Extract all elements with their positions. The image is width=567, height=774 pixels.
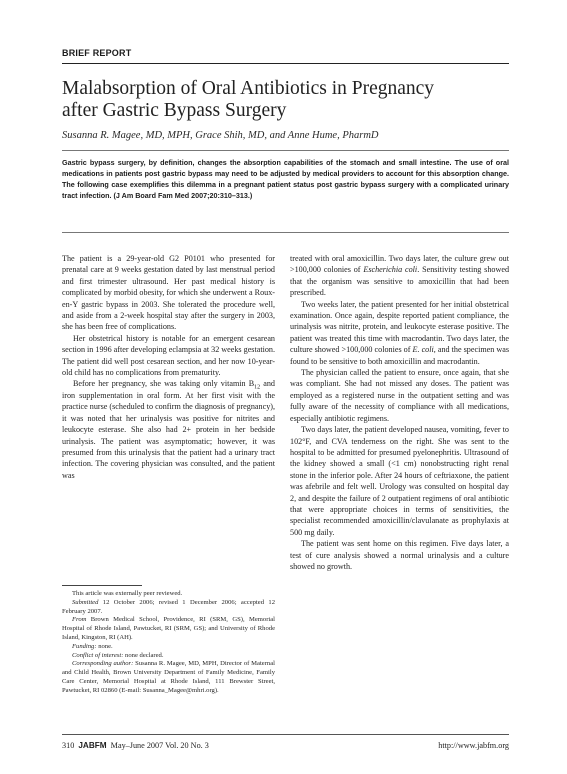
footnote-review: This article was externally peer reviewed.: [72, 590, 183, 597]
footnote-corresponding: [62, 660, 275, 695]
paragraph: Two days later, the patient developed nausea, vomiting, fever to 102°F, and CVA tenderness on the right. She was sent to the hospital to be admitted for presumed pyelonephritis. Ultrasound of the kidney showed a small (<1 cm) nonobstructing right renal stone in the inferior pole. After 24 hours of ceftriaxone, the patient was afebrile and felt well. Urology was consulted on hospital day 2, and despite the failure of 2 outpatient regimens of oral antibiotic that were appropriate choices in terms of sensitivities, the specialist recommended amoxicillin/clavulanate as prophylaxis at 500 mg daily.: [290, 425, 509, 537]
paragraph: The patient was sent home on this regimen. Five days later, a test of cure analysis showed a normal urinalysis and a culture showed no growth.: [290, 539, 509, 571]
paragraph: Her obstetrical history is notable for an emergent cesarean section in 1996 after developing eclampsia at 32 weeks gestation. The patient did well post cesarean section, and her now 10-year-old child has no complications from prematurity.: [62, 333, 275, 378]
paragraph: [62, 378, 275, 481]
text-run: , and the specimen was found to be sensitive to both amoxicillin and macrodantin.: [290, 345, 510, 366]
journal-url[interactable]: http://www.jabfm.org: [438, 741, 509, 750]
text-run: treated with oral amoxicillin. Two days later, the culture grew out >100,000 colonies of: [290, 254, 509, 275]
footnote-label: Conflict of interest:: [72, 651, 124, 659]
page-number: 310: [62, 741, 75, 750]
paragraph: [290, 299, 509, 367]
right-column: [290, 253, 509, 572]
footnote-rule: [62, 585, 142, 586]
organism-name: E. coli: [412, 345, 434, 355]
footnote-text: none declared.: [123, 651, 164, 659]
footnote-label: Submitted: [72, 598, 99, 606]
footnote-conflict: [62, 652, 275, 661]
footnote-text: Brown Medical School, Providence, RI (SRM, GS), Memorial Hospital of Rhode Island, Pawtucket, RI (SRM, GS); and University of Rhode Island, Kingston, RI (AH).: [62, 616, 275, 641]
footnote-affiliations: [62, 616, 275, 642]
footnote-label: From: [72, 616, 87, 624]
footer-rule: [62, 734, 509, 735]
footnote-text: 12 October 2006; revised 1 December 2006; accepted 12 February 2007.: [62, 598, 275, 615]
title-line-2: after Gastric Bypass Surgery: [62, 100, 287, 121]
author-list: Susanna R. Magee, MD, MPH, Grace Shih, MD, and Anne Hume, PharmD: [62, 130, 379, 141]
title-line-1: Malabsorption of Oral Antibiotics in Pregnancy: [62, 78, 435, 99]
footnote-label: Funding:: [72, 642, 97, 650]
footnote-text: none.: [96, 642, 113, 650]
footnote-label: Corresponding author:: [72, 660, 134, 668]
footnote-funding: [62, 643, 275, 652]
text-run: Before her pregnancy, she was taking only vitamin B: [73, 379, 255, 389]
title-rule: [62, 150, 509, 151]
left-column: [62, 253, 275, 481]
subscript: 12: [254, 385, 261, 392]
footer-citation: [62, 741, 209, 750]
text-run: and iron supplementation in oral form. At her first visit with the practice nurse (scheduled to confirm the diagnosis of pregnancy), it was noted that her urinalysis was positive for nitrites and leukocyte esterase. She also had 2+ protein in her bedside urinalysis. The patient was asymptomatic; however, it was presumed from this urinalysis that the patient had a urinary tract infection. The covering physician was consulted, and the patient was: [62, 379, 275, 480]
abstract: Gastric bypass surgery, by definition, changes the absorption capabilities of the stomach and small intestine. The use of oral medications in patients post gastric bypass may need to be adjusted by medical providers to account for this absorption change. The following case exemplifies this dilemma in a pregnant patient status post gastric bypass surgery with a complicated urinary tract infection. (J Am Board Fam Med 2007;20:310–313.): [62, 158, 509, 200]
organism-name: Escherichia coli: [363, 265, 418, 275]
text-run: Two weeks later, the patient presented for her initial obstetrical examination. Once again, despite reported patient compliance, the urinalysis was nitrite, protein, and leukocyte esterase positive. The patient was treated this time with macrodantin. Two days later, the culture showed >100,000 colonies of: [290, 299, 509, 355]
issue-info: May–June 2007 Vol. 20 No. 3: [110, 741, 209, 750]
section-label: BRIEF REPORT: [62, 48, 132, 58]
footnote-submitted: [62, 599, 275, 617]
abstract-rule: [62, 232, 509, 233]
paragraph: [290, 253, 509, 299]
paragraph: The physician called the patient to ensure, once again, that she was compliant. She had not missed any doses. The patient was employed as a registered nurse in the outpatient setting and was fully aware of the necessity of compliance with all medications, especially antibiotic regimens.: [290, 368, 509, 423]
paragraph: The patient is a 29-year-old G2 P0101 who presented for prenatal care at 9 weeks gestation dated by last menstrual period and first trimester ultrasound. Her past medical history is complicated by morbid obesity, for which she underwent a Roux-en-Y gastric bypass in 2003. She tolerated the procedure well, and aside from a 2-week hospital stay after the surgery in 2003, she has been free of complications.: [62, 254, 275, 332]
text-run: . Sensitivity testing showed that the organism was sensitive to amoxicillin that had been prescribed.: [290, 265, 510, 298]
footnote-text: Susanna R. Magee, MD, MPH, Director of Maternal and Child Health, Brown University Department of Family Medicine, Family Care Center, Memorial Hospital at Rhode Island, 111 Brewster Street, Pawtucket, RI 02860 (E-mail: Susanna_Magee@mhri.org).: [62, 660, 275, 694]
article-title: [62, 78, 509, 122]
journal-name: JABFM: [78, 741, 107, 750]
footnotes: [62, 590, 275, 696]
header-rule: [62, 63, 509, 64]
